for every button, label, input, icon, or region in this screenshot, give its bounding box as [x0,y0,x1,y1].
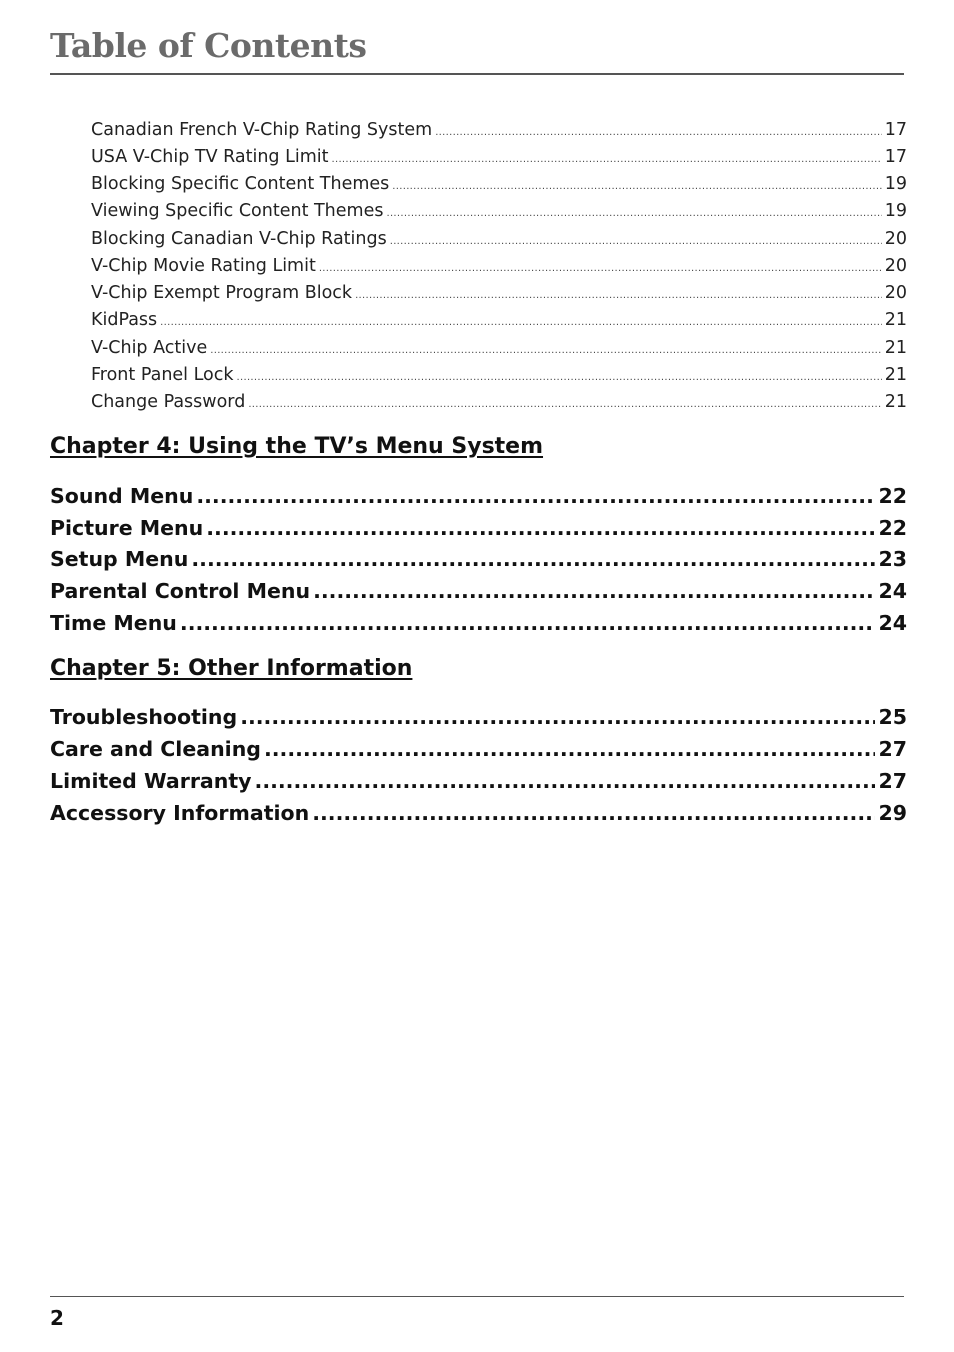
toc-entry-label: Viewing Specific Content Themes [91,201,384,221]
toc-entry-page: 27 [878,769,907,793]
dot-leader [180,611,876,635]
dot-leader [435,127,882,138]
toc-entry-page: 24 [878,611,907,635]
toc-entry-label: Troubleshooting [50,705,238,729]
dot-leader [390,236,882,247]
toc-entry-page: 24 [878,579,907,603]
toc-entry-page: 20 [884,229,907,249]
toc-entry-care-and-cleaning[interactable] [50,737,907,763]
toc-entry-page: 29 [878,801,907,825]
dot-leader [264,737,876,761]
dot-leader [319,263,882,274]
toc-entry-front-panel-lock[interactable] [91,365,907,387]
toc-entry-label: Change Password [91,392,246,412]
toc-entry-label: Setup Menu [50,547,189,571]
footer-divider [50,1296,904,1297]
toc-entry-blocking-specific-content-themes[interactable] [91,174,907,196]
toc-entry-page: 25 [878,705,907,729]
toc-entry-viewing-specific-content-themes[interactable] [91,201,907,223]
toc-entry-label: Blocking Canadian V-Chip Ratings [91,229,387,249]
dot-leader [206,516,875,540]
toc-entry-label: USA V-Chip TV Rating Limit [91,147,329,167]
title-divider [50,73,904,75]
toc-entry-time-menu[interactable] [50,611,907,637]
toc-entry-page: 17 [884,120,907,140]
toc-entry-label: Time Menu [50,611,177,635]
toc-entry-label: V-Chip Movie Rating Limit [91,256,316,276]
toc-entry-accessory-information[interactable] [50,801,907,827]
toc-entry-label: Picture Menu [50,516,204,540]
dot-leader [392,181,881,192]
toc-entry-setup-menu[interactable] [50,547,907,573]
toc-entry-page: 19 [884,201,907,221]
toc-entry-picture-menu[interactable] [50,516,907,542]
toc-entry-page: 20 [884,256,907,276]
toc-entry-sound-menu[interactable] [50,484,907,510]
dot-leader [210,345,881,356]
toc-entry-label: Blocking Specific Content Themes [91,174,390,194]
dot-leader [331,154,881,165]
dot-leader [160,317,882,328]
toc-entry-v-chip-exempt-program-block[interactable] [91,283,907,305]
toc-entry-label: Canadian French V-Chip Rating System [91,120,433,140]
dot-leader [248,399,881,410]
dot-leader [255,769,876,793]
dot-leader [312,801,875,825]
toc-entry-troubleshooting[interactable] [50,705,907,731]
toc-entry-usa-v-chip-tv-rating-limit[interactable] [91,147,907,169]
dot-leader [355,290,882,301]
dot-leader [313,579,875,603]
toc-entry-v-chip-active[interactable] [91,338,907,360]
toc-entry-label: V-Chip Exempt Program Block [91,283,353,303]
toc-entry-kidpass[interactable] [91,310,907,332]
dot-leader [196,484,875,508]
toc-entry-page: 19 [884,174,907,194]
dot-leader [240,705,875,729]
page-number: 2 [50,1306,64,1330]
dot-leader [237,372,882,383]
toc-entry-page: 21 [884,365,907,385]
toc-entry-page: 27 [878,737,907,761]
toc-entry-page: 21 [884,310,907,330]
toc-entry-label: Care and Cleaning [50,737,261,761]
toc-entry-page: 23 [878,547,907,571]
dot-leader [191,547,875,571]
toc-entry-page: 21 [884,392,907,412]
toc-entry-label: Accessory Information [50,801,310,825]
toc-entry-page: 17 [884,147,907,167]
toc-entry-limited-warranty[interactable] [50,769,907,795]
toc-entry-change-password[interactable] [91,392,907,414]
dot-leader [386,208,881,219]
toc-entry-parental-control-menu[interactable] [50,579,907,605]
toc-entry-label: Sound Menu [50,484,194,508]
toc-entry-label: Limited Warranty [50,769,252,793]
toc-entry-page: 20 [884,283,907,303]
toc-entry-label: KidPass [91,310,158,330]
chapter-5-heading[interactable]: Chapter 5: Other Information [50,656,413,681]
chapter-4-heading[interactable]: Chapter 4: Using the TV’s Menu System [50,434,544,459]
toc-entry-canadian-french-v-chip-rating-system[interactable] [91,120,907,142]
toc-entry-page: 21 [884,338,907,358]
toc-entry-v-chip-movie-rating-limit[interactable] [91,256,907,278]
toc-entry-page: 22 [878,484,907,508]
toc-entry-label: Parental Control Menu [50,579,311,603]
page-title: Table of Contents [50,26,367,65]
toc-entry-label: Front Panel Lock [91,365,234,385]
toc-entry-label: V-Chip Active [91,338,208,358]
toc-entry-blocking-canadian-v-chip-ratings[interactable] [91,229,907,251]
toc-entry-page: 22 [878,516,907,540]
